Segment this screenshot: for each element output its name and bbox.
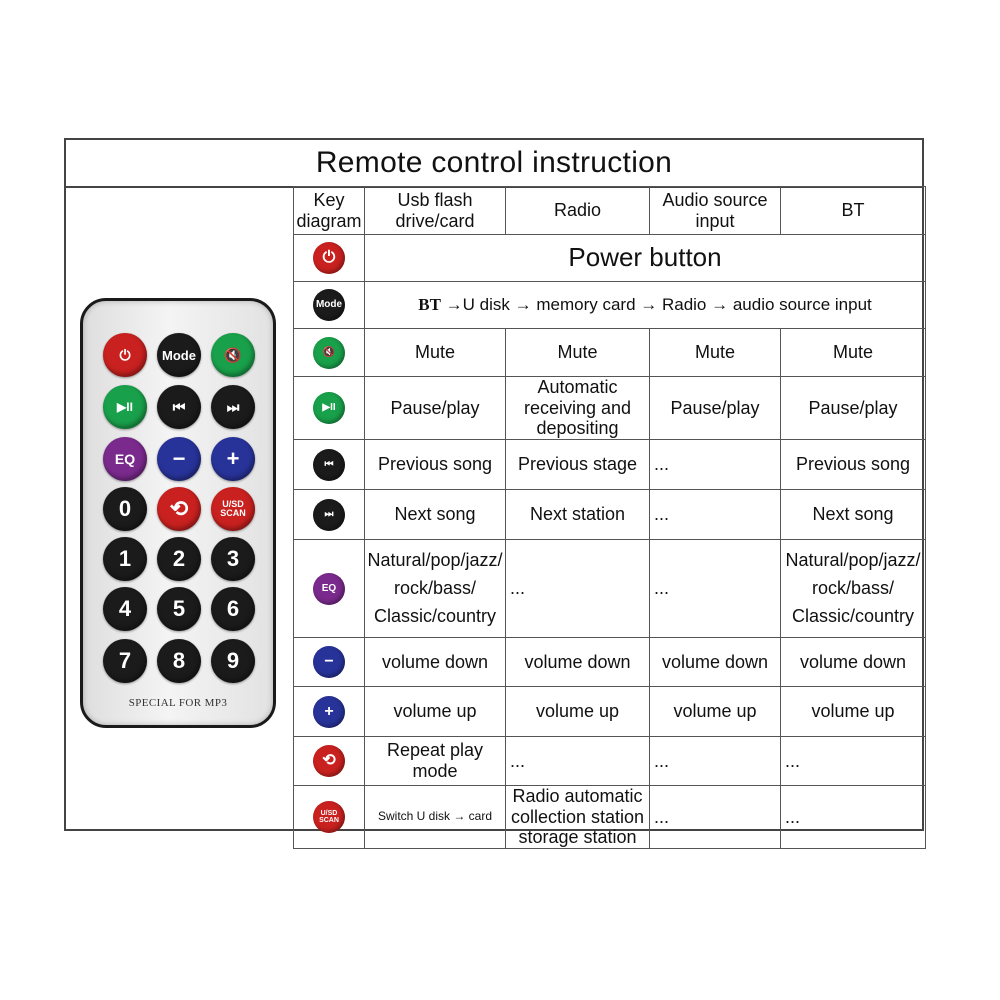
- title-row: [66, 140, 922, 188]
- usd-scan-button: U/SD SCAN: [211, 487, 255, 531]
- table-row-volume-down: [294, 638, 926, 687]
- digit-5-button: 5: [157, 587, 201, 631]
- key-cell: [294, 638, 365, 687]
- cell: Previous stage: [506, 440, 650, 490]
- mode-button: Mode: [157, 333, 201, 377]
- table-row-switch: [294, 786, 926, 849]
- cell: Radio automatic collection station storage station: [506, 786, 650, 849]
- next-icon: ⏭: [313, 499, 345, 531]
- cell: volume down: [781, 638, 926, 687]
- remote-label: SPECIAL FOR MP3: [128, 697, 228, 709]
- key-cell: [294, 540, 365, 638]
- cell: ...: [506, 540, 650, 638]
- eq-icon: EQ: [313, 573, 345, 605]
- key-cell: [294, 737, 365, 786]
- table-row-power: [294, 235, 926, 282]
- cell: Next song: [781, 490, 926, 540]
- cell: Automatic receiving and depositing: [506, 377, 650, 440]
- header-usb: Usb flash drive/card: [365, 187, 506, 235]
- volume-down-icon: −: [313, 646, 345, 678]
- next-button: ⏭: [211, 385, 255, 429]
- key-cell: [294, 235, 365, 282]
- cell: Pause/play: [781, 377, 926, 440]
- table-row-eq: [294, 540, 926, 638]
- digit-0-button: 0: [103, 487, 147, 531]
- cell: Mute: [650, 329, 781, 377]
- previous-button: ⏮: [157, 385, 201, 429]
- key-cell: [294, 329, 365, 377]
- table-row-pause: [294, 377, 926, 440]
- cell: volume down: [650, 638, 781, 687]
- mute-icon: 🔇: [313, 337, 345, 369]
- cell: volume up: [650, 687, 781, 737]
- volume-up-button: +: [211, 437, 255, 481]
- power-icon: ⏻: [313, 242, 345, 274]
- cell: volume up: [365, 687, 506, 737]
- volume-down-button: −: [157, 437, 201, 481]
- cell: ...: [781, 786, 926, 849]
- digit-8-button: 8: [157, 639, 201, 683]
- repeat-button: ⟲: [157, 487, 201, 531]
- header-row: [294, 187, 926, 235]
- instruction-table: [293, 186, 926, 849]
- cell: Mute: [781, 329, 926, 377]
- cell: Next song: [365, 490, 506, 540]
- mode-description: [365, 282, 926, 329]
- cell: Repeat play mode: [365, 737, 506, 786]
- header-radio: Radio: [506, 187, 650, 235]
- header-audio: Audio source input: [650, 187, 781, 235]
- cell: ...: [650, 540, 781, 638]
- table-row-volume-up: [294, 687, 926, 737]
- usd-scan-icon: U/SD SCAN: [313, 801, 345, 833]
- cell: Pause/play: [365, 377, 506, 440]
- table-row-next: [294, 490, 926, 540]
- key-cell: [294, 282, 365, 329]
- cell: ...: [506, 737, 650, 786]
- cell: ...: [650, 440, 781, 490]
- key-cell: [294, 377, 365, 440]
- mode-sequence: →U disk → memory card → Radio → audio source input: [445, 295, 872, 315]
- cell: volume down: [365, 638, 506, 687]
- eq-button: EQ: [103, 437, 147, 481]
- cell: ...: [781, 737, 926, 786]
- digit-7-button: 7: [103, 639, 147, 683]
- cell: Pause/play: [650, 377, 781, 440]
- mute-button: 🔇: [211, 333, 255, 377]
- cell: volume up: [781, 687, 926, 737]
- digit-1-button: 1: [103, 537, 147, 581]
- cell: ...: [650, 737, 781, 786]
- cell: Next station: [506, 490, 650, 540]
- previous-icon: ⏮: [313, 449, 345, 481]
- cell: ...: [650, 490, 781, 540]
- table-row-repeat: [294, 737, 926, 786]
- key-cell: [294, 786, 365, 849]
- cell: volume up: [506, 687, 650, 737]
- digit-3-button: 3: [211, 537, 255, 581]
- table-row-mode: [294, 282, 926, 329]
- power-button: ⏻: [103, 333, 147, 377]
- digit-9-button: 9: [211, 639, 255, 683]
- table-row-previous: [294, 440, 926, 490]
- repeat-icon: ⟲: [313, 745, 345, 777]
- volume-up-icon: +: [313, 696, 345, 728]
- cell: Previous song: [365, 440, 506, 490]
- digit-2-button: 2: [157, 537, 201, 581]
- header-key-diagram: Key diagram: [294, 187, 365, 235]
- cell: Switch U disk → card: [365, 786, 506, 849]
- power-description: Power button: [365, 235, 926, 282]
- digit-6-button: 6: [211, 587, 255, 631]
- key-cell: [294, 687, 365, 737]
- cell: ...: [650, 786, 781, 849]
- cell: Natural/pop/jazz/ rock/bass/ Classic/country: [781, 540, 926, 638]
- cell: Natural/pop/jazz/ rock/bass/ Classic/country: [365, 540, 506, 638]
- table-row-mute: [294, 329, 926, 377]
- key-cell: [294, 490, 365, 540]
- header-bt: BT: [781, 187, 926, 235]
- digit-4-button: 4: [103, 587, 147, 631]
- cell: volume down: [506, 638, 650, 687]
- play-pause-icon: ▶II: [313, 392, 345, 424]
- cell: Mute: [365, 329, 506, 377]
- cell: Mute: [506, 329, 650, 377]
- mode-prefix: BT: [418, 295, 441, 315]
- cell: Previous song: [781, 440, 926, 490]
- key-cell: [294, 440, 365, 490]
- remote-control-image: [80, 298, 276, 728]
- page-title: Remote control instruction: [315, 146, 673, 179]
- play-pause-button: ▶II: [103, 385, 147, 429]
- mode-icon: Mode: [313, 289, 345, 321]
